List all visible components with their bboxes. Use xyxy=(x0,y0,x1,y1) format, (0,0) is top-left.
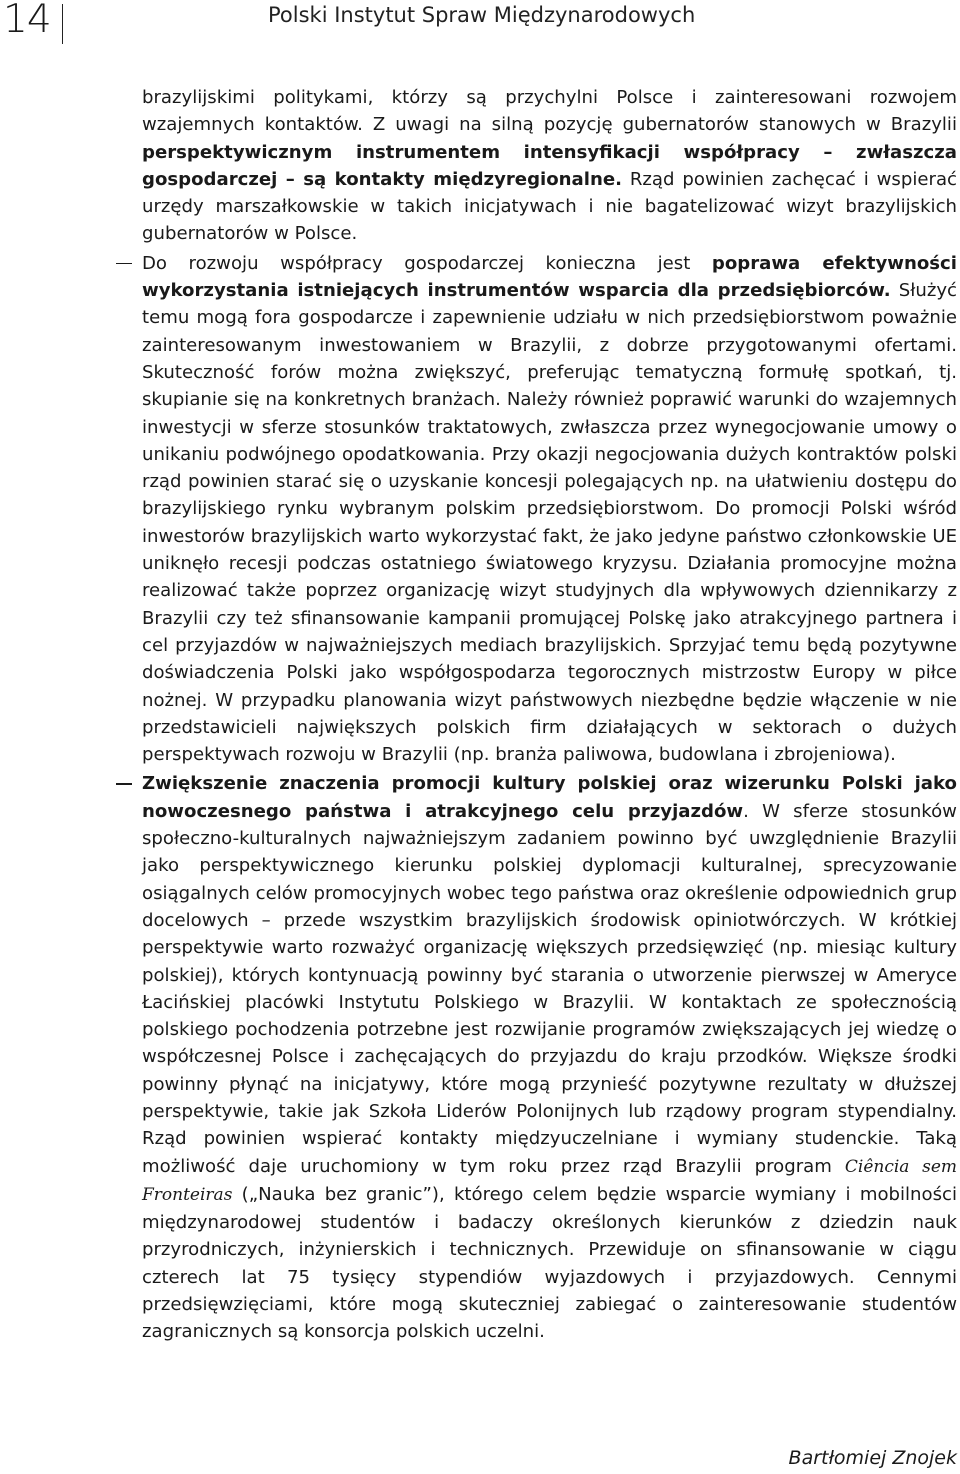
text-run: Rząd powinien zachęcać i wspierać urzędy marszałkowskie w takich inicjatywach i nie bagatelizować wizyt brazylijskich gubernatorów w Polsce. xyxy=(142,168,957,245)
header-divider xyxy=(62,4,63,44)
dash-bullet-icon xyxy=(116,783,132,784)
text-run: Służyć temu mogą fora gospodarcze i zapewnienie udziału w nich przedsiębiorstwom poważnie zainteresowanym inwestowaniem w Brazylii, z dobrze przygotowanymi ofertami. Skuteczność forów można zwiększyć, preferując tematyczną formułę spotkań, tj. skupianie się na konkretnych branżach. Należy również poprawić warunki do wzajemnych inwestycji w sferze stosunków traktatowych, zwłaszcza przez wynegocjowanie umowy o unikaniu podwójnego opodatkowania. Przy okazji negocjowania dużych kontraktów polski rząd powinien starać się o uzyskanie koncesji polegających np. na ułatwieniu dostępu do brazylijskiego rynku wybranym polskim przedsiębiorstwom. Do promocji Polski wśród inwestorów brazylijskich warto wykorzystać fakt, że jako jedyne państwo członkowskie UE uniknęło recesji podczas ostatniego światowego kryzysu. Działania promocyjne można realizować także poprzez organizację wizyt studyjnych dla wpływowych dziennikarzy z Brazylii czy też sfinansowanie kampanii promującej Polskę jako atrakcyjnego partnera i cel przyjazdów w najważniejszych mediach brazylijskich. Sprzyjać temu będą pozytywne doświadczenia Polski jako współgospodarza tegorocznych mistrzostw Europy w piłce nożnej. W przypadku planowania wizyt państwowych niezbędne będzie włączenie w nie przedstawicieli największych polskich firm działających w sektorach o dużych perspektywach rozwoju w Brazylii (np. branża paliwowa, budowlana i zbrojeniowa). xyxy=(142,280,958,766)
text-run: Do rozwoju współpracy gospodarczej konieczna jest xyxy=(142,252,712,274)
paragraph-continuation xyxy=(142,84,957,248)
bullet-item-economic-cooperation xyxy=(142,250,957,769)
running-title: Polski Instytut Spraw Międzynarodowych xyxy=(268,3,696,27)
bold-emphasis: Zwiększenie znaczenia promocji kultury polskiej oraz wizerunku Polski jako nowoczesnego państwa i atrakcyjnego celu przyjazdów xyxy=(142,773,957,822)
italic-program-name: Ciência sem Fronteiras xyxy=(142,1156,957,1205)
dash-bullet-icon xyxy=(116,263,132,264)
text-run: („Nauka bez granic”), którego celem będzie wsparcie wymiany i mobilności międzynarodowej studentów i badaczy określonych kierunków z dziedzin nauk przyrodniczych, inżynierskich i technicznych. Przewiduje on sfinansowanie w ciągu czterech lat 75 tysięcy stypendiów wyjazdowych i przyjazdowych. Cennymi przedsięwzięciami, które mogą skuteczniej zabiegać o zainteresowanie studentów zagranicznych są konsorcja polskich uczelni. xyxy=(142,1183,957,1343)
body-text xyxy=(142,84,957,1346)
bold-emphasis: perspektywicznym instrumentem intensyfikacji współpracy – zwłaszcza gospodarczej – są kontakty międzyregionalne. xyxy=(142,141,957,190)
bullet-item-culture-promotion xyxy=(142,770,957,1345)
text-run: brazylijskimi politykami, którzy są przychylni Polsce i zainteresowani rozwojem wzajemnych kontaktów. Z uwagi na silną pozycję gubernatorów stanowych w Brazylii xyxy=(142,87,957,136)
author-signature: Bartłomiej Znojek xyxy=(788,1447,957,1469)
page-number: 14 xyxy=(3,0,51,42)
bold-emphasis: poprawa efektywności wykorzystania istniejących instrumentów wsparcia dla przedsiębiorców. xyxy=(142,252,957,302)
text-run: . W sferze stosunków społeczno-kulturalnych najważniejszym zadaniem powinno być uwzględnienie Brazylii jako perspektywicznego kierunku polskiej dyplomacji kulturalnej, sprecyzowanie osiągalnych celów promocyjnych wobec tego państwa oraz określenie odpowiednich grup docelowych – przede wszystkim brazylijskich środowisk opiniotwórczych. W krótkiej perspektywie warto rozważyć organizację większych przedsięwzięć (np. miesiąc kultury polskiej), których kontynuacją powinny być starania o utworzenie pierwszej w Ameryce Łacińskiej placówki Instytutu Polskiego w Brazylii. W kontaktach ze społecznością polskiego pochodzenia potrzebne jest rozwijanie programów zwiększających jej wiedzę o współczesnej Polsce i zachęcających do przyjazdu do kraju przodków. Większe środki powinny płynąć na inicjatywy, które mogą przynieść pozytywne rezultaty w dłuższej perspektywie, takie jak Szkoła Liderów Polonijnych lub rządowy program stypendialny. Rząd powinien wspierać kontakty międzyuczelniane i wymiany studenckie. Taką możliwość daje uruchomiony w tym roku przez rząd Brazylii program xyxy=(142,800,957,1177)
page-header xyxy=(0,0,960,44)
